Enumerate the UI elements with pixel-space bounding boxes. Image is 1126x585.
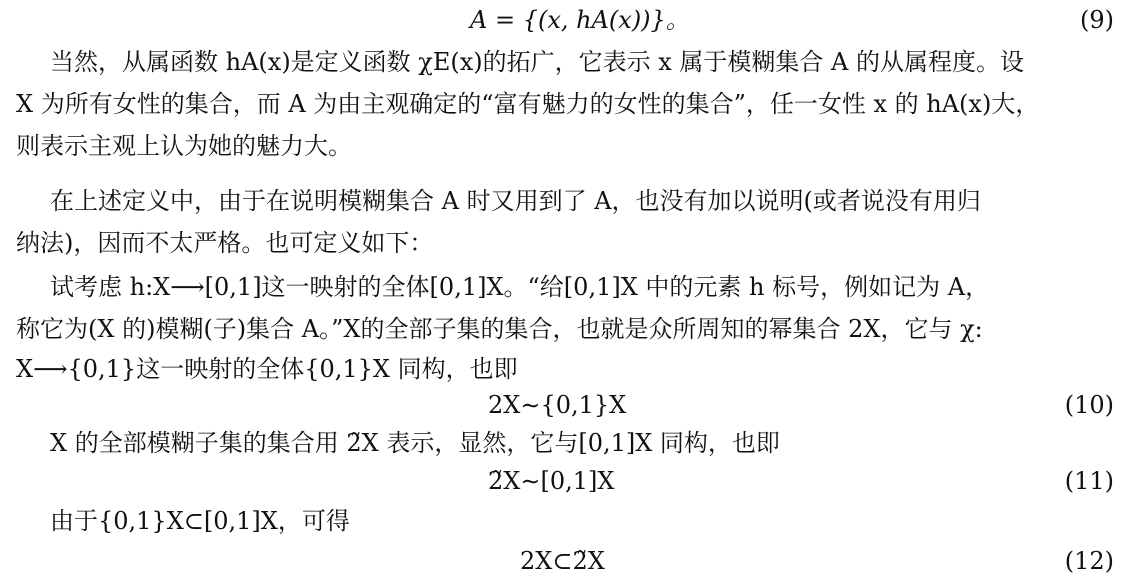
paragraph-5-line-1: 由于{0,1}X⊂[0,1]X，可得 [50, 507, 350, 535]
equation-9-number: (9) [1080, 6, 1114, 34]
equation-12-formula: 2X⊂2̃X [520, 547, 605, 575]
equation-12-number: (12) [1064, 547, 1114, 575]
paragraph-3-line-3: X⟶{0,1}这一映射的全体{0,1}X 同构，也即 [16, 355, 518, 383]
equation-10-number: (10) [1064, 391, 1114, 419]
paragraph-1-line-2: X 为所有女性的集合，而 A 为由主观确定的“富有魅力的女性的集合”，任一女性 x 的 hA(x)大， [16, 90, 1040, 118]
equation-11-number: (11) [1064, 467, 1114, 495]
paragraph-3-line-1: 试考虑 h:X⟶[0,1]这一映射的全体[0,1]X。“给[0,1]X 中的元素 h 标号，例如记为 A， [50, 273, 990, 301]
paragraph-1-line-1: 当然，从属函数 hA(x)是定义函数 χE(x)的拓广，它表示 x 属于模糊集合 A 的从属程度。设 [50, 48, 1025, 76]
equation-10-formula: 2X∼{0,1}X [488, 391, 627, 419]
equation-11-formula: 2̃X∼[0,1]X [488, 467, 615, 495]
equation-9-formula: A = {(x, hA(x))}。 [470, 6, 690, 34]
paragraph-1-line-3: 则表示主观上认为她的魅力大。 [16, 132, 352, 160]
paragraph-2-line-1: 在上述定义中，由于在说明模糊集合 A 时又用到了 A，也没有加以说明(或者说没有用归 [50, 187, 981, 215]
paragraph-3-line-2: 称它为(X 的)模糊(子)集合 A。”X的全部子集的集合，也就是众所周知的幂集合 2X，它与 χ: [16, 315, 983, 343]
paragraph-2-line-2: 纳法)，因而不太严格。也可定义如下： [16, 229, 434, 257]
paragraph-4-line-1: X 的全部模糊子集的集合用 2̃X 表示，显然，它与[0,1]X 同构，也即 [50, 429, 780, 457]
